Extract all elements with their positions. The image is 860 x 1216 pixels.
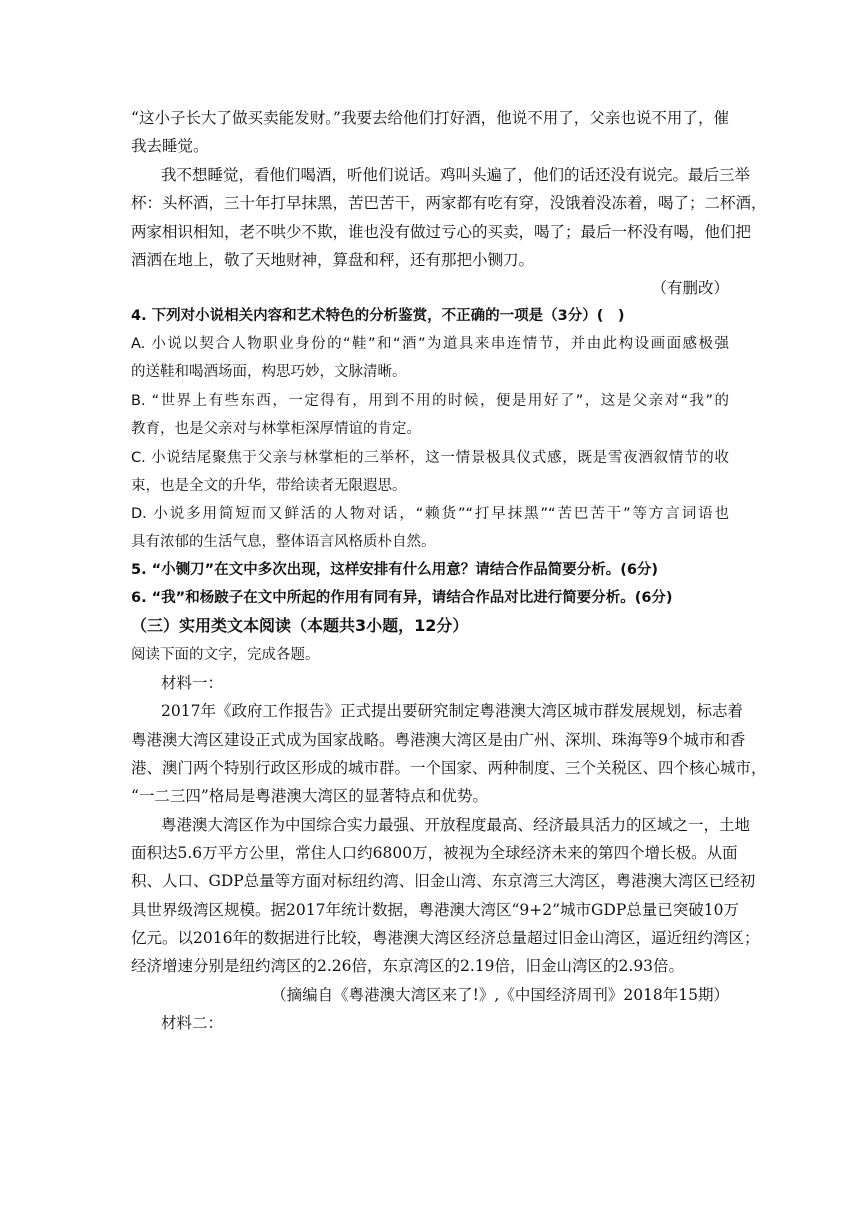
story-text-line: 两家相识相知，老不哄少不欺，谁也没有做过亏心的买卖，喝了；最后一杯没有喝，他们把 — [131, 223, 752, 241]
story-text-line: 酒洒在地上，敬了天地财神，算盘和秤，还有那把小铡刀。 — [131, 251, 535, 269]
story-text-line: 杯：头杯酒，三十年打早抹黑，苦巴苦干，两家都有吃有穿，没饿着没冻着，喝了；二杯酒， — [131, 194, 767, 212]
material-text-line: 粤港澳大湾区建设正式成为国家战略。粤港澳大湾区是由广州、深圳、珠海等9个城市和香 — [131, 731, 746, 749]
material-1-label: 材料一： — [161, 674, 224, 692]
material-text-line: 面积达5.6万平方公里，常住人口约6800万，被视为全球经济未来的第四个增长极。从面 — [131, 844, 738, 862]
material-text-line: 具世界级湾区规模。据2017年统计数据，粤港澳大湾区“9+2”城市GDP总量已突破10万 — [131, 901, 739, 919]
material-text-line: 港、澳门两个特别行政区形成的城市群。一个国家、两种制度、三个关税区、四个核心城市， — [131, 759, 767, 777]
material-text-line: 2017年《政府工作报告》正式提出要研究制定粤港澳大湾区城市群发展规划，标志着 — [161, 702, 743, 720]
material-text-line: 亿元。以2016年的数据进行比较，粤港澳大湾区经济总量超过旧金山湾区，逼近纽约湾区； — [131, 929, 760, 947]
material-text-line: 经济增速分别是纽约湾区的2.26倍，东京湾区的2.19倍，旧金山湾区的2.93倍。 — [131, 957, 685, 975]
story-text-line: 我不想睡觉，看他们喝酒，听他们说话。鸡叫头遍了，他们的话还没有说完。最后三举 — [161, 166, 751, 184]
option-c-cont: 束，也是全文的升华，带给读者无限遐思。 — [131, 478, 407, 494]
story-text-line: 我去睡觉。 — [131, 137, 209, 155]
question-5: 5. “小铡刀”在文中多次出现，这样安排有什么用意？请结合作品简要分析。(6分) — [131, 562, 659, 578]
option-a-cont: 的送鞋和喝酒场面，构思巧妙，文脉清晰。 — [131, 364, 407, 380]
material-text-line: 积、人口、GDP总量等方面对标纽约湾、旧金山湾、东京湾三大湾区，粤港澳大湾区已经初 — [131, 872, 756, 890]
question-6: 6. “我”和杨跛子在文中所起的作用有同有异，请结合作品对比进行简要分析。(6分) — [131, 590, 673, 606]
instruction: 阅读下面的文字，完成各题。 — [131, 647, 320, 663]
question-4-stem: 4. 下列对小说相关内容和艺术特色的分析鉴赏，不正确的一项是（3分）( ) — [131, 308, 625, 324]
material-2-label: 材料二： — [161, 1014, 224, 1032]
option-b-cont: 教育，也是父亲对与林掌柜深厚情谊的肯定。 — [131, 421, 421, 437]
option-d: D. 小说多用简短而又鲜活的人物对话，“赖货”“打早抹黑”“苦巴苦干”等方言词语也 — [131, 506, 729, 522]
option-c: C. 小说结尾聚焦于父亲与林掌柜的三举杯，这一情景极具仪式感，既是雪夜酒叙情节的收 — [131, 450, 729, 466]
story-text-line: “这小子长大了做买卖能发财。”我要去给他们打好酒，他说不用了，父亲也说不用了，催 — [131, 109, 729, 127]
material-text-line: 粤港澳大湾区作为中国综合实力最强、开放程度最高、经济最具活力的区域之一，土地 — [161, 816, 751, 834]
revision-note: （有删改） — [651, 279, 729, 297]
option-b: B. “世界上有些东西，一定得有，用到不用的时候，便是用好了”，这是父亲对“我”的 — [131, 393, 729, 409]
option-d-cont: 具有浓郁的生活气息，整体语言风格质朴自然。 — [131, 534, 436, 550]
material-text-line: “一二三四”格局是粤港澳大湾区的显著特点和优势。 — [131, 787, 488, 805]
section-heading: （三）实用类文本阅读（本题共3小题，12分） — [131, 616, 469, 635]
source-citation: （摘编自《粤港澳大湾区来了!》,《中国经济周刊》2018年15期） — [271, 986, 729, 1004]
option-a: A. 小说以契合人物职业身份的“鞋”和“酒”为道具来串连情节，并由此构设画面感极强 — [131, 336, 729, 352]
